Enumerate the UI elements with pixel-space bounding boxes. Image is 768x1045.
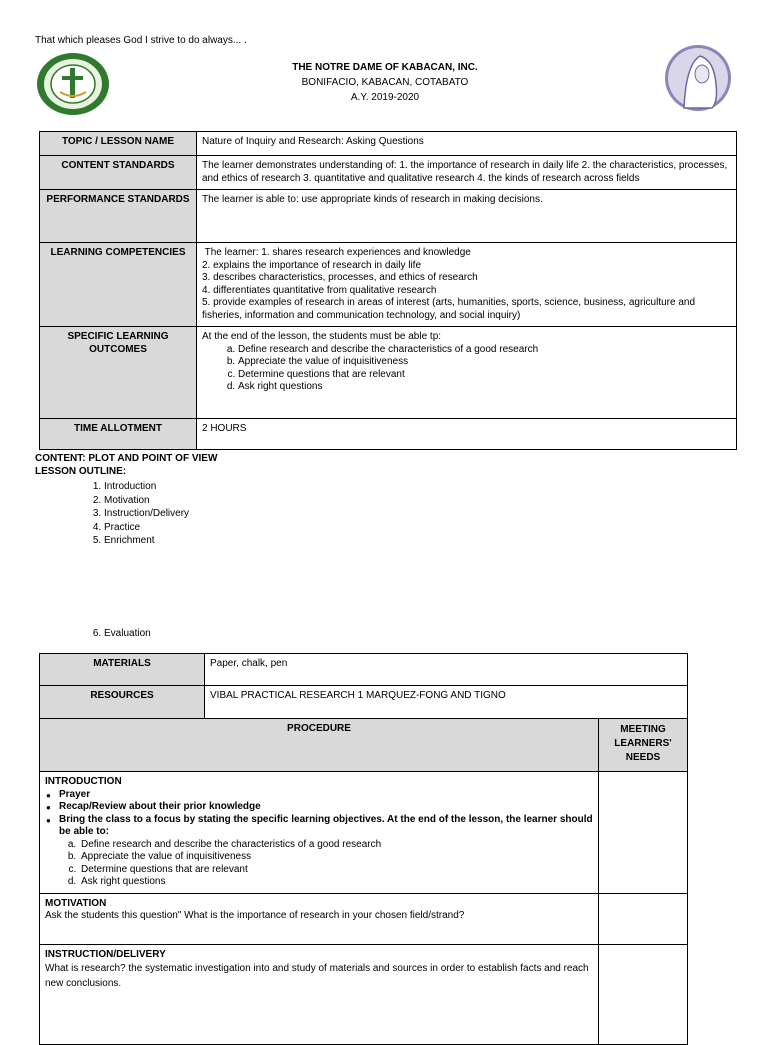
list-item: 5. Enrichment xyxy=(104,534,189,548)
learning-competencies-value xyxy=(197,243,737,327)
materials-label: MATERIALS xyxy=(40,654,205,686)
school-header xyxy=(210,60,560,105)
performance-standards-label: PERFORMANCE STANDARDS xyxy=(40,190,197,243)
list-item: a. Define research and describe the characteristics of a good research xyxy=(79,839,593,852)
outline-title: LESSON OUTLINE: xyxy=(35,466,127,477)
lesson-outline-list xyxy=(84,480,189,548)
time-allotment-label: TIME ALLOTMENT xyxy=(40,419,197,450)
motivation-needs-cell xyxy=(599,893,688,944)
materials-table xyxy=(39,653,688,719)
performance-standards-value: The learner is able to: use appropriate kinds of research in making decisions. xyxy=(197,190,737,243)
learning-competencies-label: LEARNING COMPETENCIES xyxy=(40,243,197,327)
procedure-table xyxy=(39,718,688,1045)
madonna-logo xyxy=(664,44,732,112)
list-item: b. Appreciate the value of inquisitiveness xyxy=(79,851,593,864)
school-seal-logo xyxy=(36,52,110,116)
competency-line: The learner: 1. shares research experiences and knowledge xyxy=(202,247,471,258)
list-item: b. Appreciate the value of inquisitiveness xyxy=(238,356,731,369)
list-item: ● Recap/Review about their prior knowledge xyxy=(59,801,593,814)
procedure-header: PROCEDURE xyxy=(40,719,599,772)
topic-label: TOPIC / LESSON NAME xyxy=(40,132,197,156)
instruction-cell xyxy=(40,944,599,1044)
content-standards-value: The learner demonstrates understanding of: 1. the importance of research in daily life 2. the characteristics, processes, and ethics of research 3. quantitative and qualitative research 4. the kinds of research across fields xyxy=(197,156,737,190)
learning-outcomes-value xyxy=(197,327,737,419)
time-allotment-value: 2 HOURS xyxy=(197,419,737,450)
list-item: 2. Motivation xyxy=(104,494,189,508)
needs-header: MEETING LEARNERS' NEEDS xyxy=(599,719,688,772)
list-item: ● Bring the class to a focus by stating the specific learning objectives. At the end of the lesson, the learner should be able to: xyxy=(59,814,593,839)
list-item: 1. Introduction xyxy=(104,480,189,494)
resources-label: RESOURCES xyxy=(40,686,205,719)
resources-value: VIBAL PRACTICAL RESEARCH 1 MARQUEZ-FONG AND TIGNO xyxy=(205,686,688,719)
materials-value: Paper, chalk, pen xyxy=(205,654,688,686)
instruction-text: What is research? the systematic investigation into and study of materials and sources in order to establish facts and reach new conclusions. xyxy=(45,963,589,989)
instruction-needs-cell xyxy=(599,944,688,1044)
list-item: 4. Practice xyxy=(104,521,189,535)
academic-year: A.Y. 2019-2020 xyxy=(350,92,420,103)
introduction-needs-cell xyxy=(599,772,688,894)
list-item: a. Define research and describe the characteristics of a good research xyxy=(238,344,731,357)
introduction-bullets xyxy=(45,789,593,839)
list-item: 3. Instruction/Delivery xyxy=(104,507,189,521)
competency-line: 2. explains the importance of research in daily life xyxy=(202,259,422,271)
motto: That which pleases God I strive to do always... . xyxy=(35,35,247,46)
motivation-text: Ask the students this question" What is the importance of research in your chosen field/strand? xyxy=(45,910,465,921)
list-item: d. Ask right questions xyxy=(79,876,593,889)
instruction-title: INSTRUCTION/DELIVERY xyxy=(45,948,166,960)
competency-line: 5. provide examples of research in areas of interest (arts, humanities, sports, science, business, agriculture and fisheries, information and communication technology, and social inquiry) xyxy=(202,297,696,321)
school-name: THE NOTRE DAME OF KABACAN, INC. xyxy=(292,62,478,73)
introduction-cell xyxy=(40,772,599,894)
list-item: ● Prayer xyxy=(59,789,593,802)
content-line: CONTENT: PLOT AND POINT OF VIEW xyxy=(35,453,218,464)
learning-outcomes-label: SPECIFIC LEARNING OUTCOMES xyxy=(40,327,197,419)
topic-value: Nature of Inquiry and Research: Asking Questions xyxy=(197,132,737,156)
outcomes-list xyxy=(202,344,731,394)
motivation-cell xyxy=(40,893,599,944)
list-item: c. Determine questions that are relevant xyxy=(238,369,731,382)
competency-line: 3. describes characteristics, processes, and ethics of research xyxy=(202,272,478,283)
list-item: c. Determine questions that are relevant xyxy=(79,864,593,877)
list-item: 6. Evaluation xyxy=(104,628,151,639)
content-standards-label: CONTENT STANDARDS xyxy=(40,156,197,190)
introduction-title: INTRODUCTION xyxy=(45,776,122,787)
list-item: d. Ask right questions xyxy=(238,381,731,394)
school-address: BONIFACIO, KABACAN, COTABATO xyxy=(301,77,469,88)
competency-line: 4. differentiates quantitative from qualitative research xyxy=(202,284,437,296)
lesson-outline-list-continued xyxy=(84,628,151,639)
introduction-objectives xyxy=(45,839,593,889)
motivation-title: MOTIVATION xyxy=(45,897,107,909)
outcomes-intro: At the end of the lesson, the students must be able tp: xyxy=(202,331,442,342)
lesson-info-table xyxy=(39,131,737,450)
